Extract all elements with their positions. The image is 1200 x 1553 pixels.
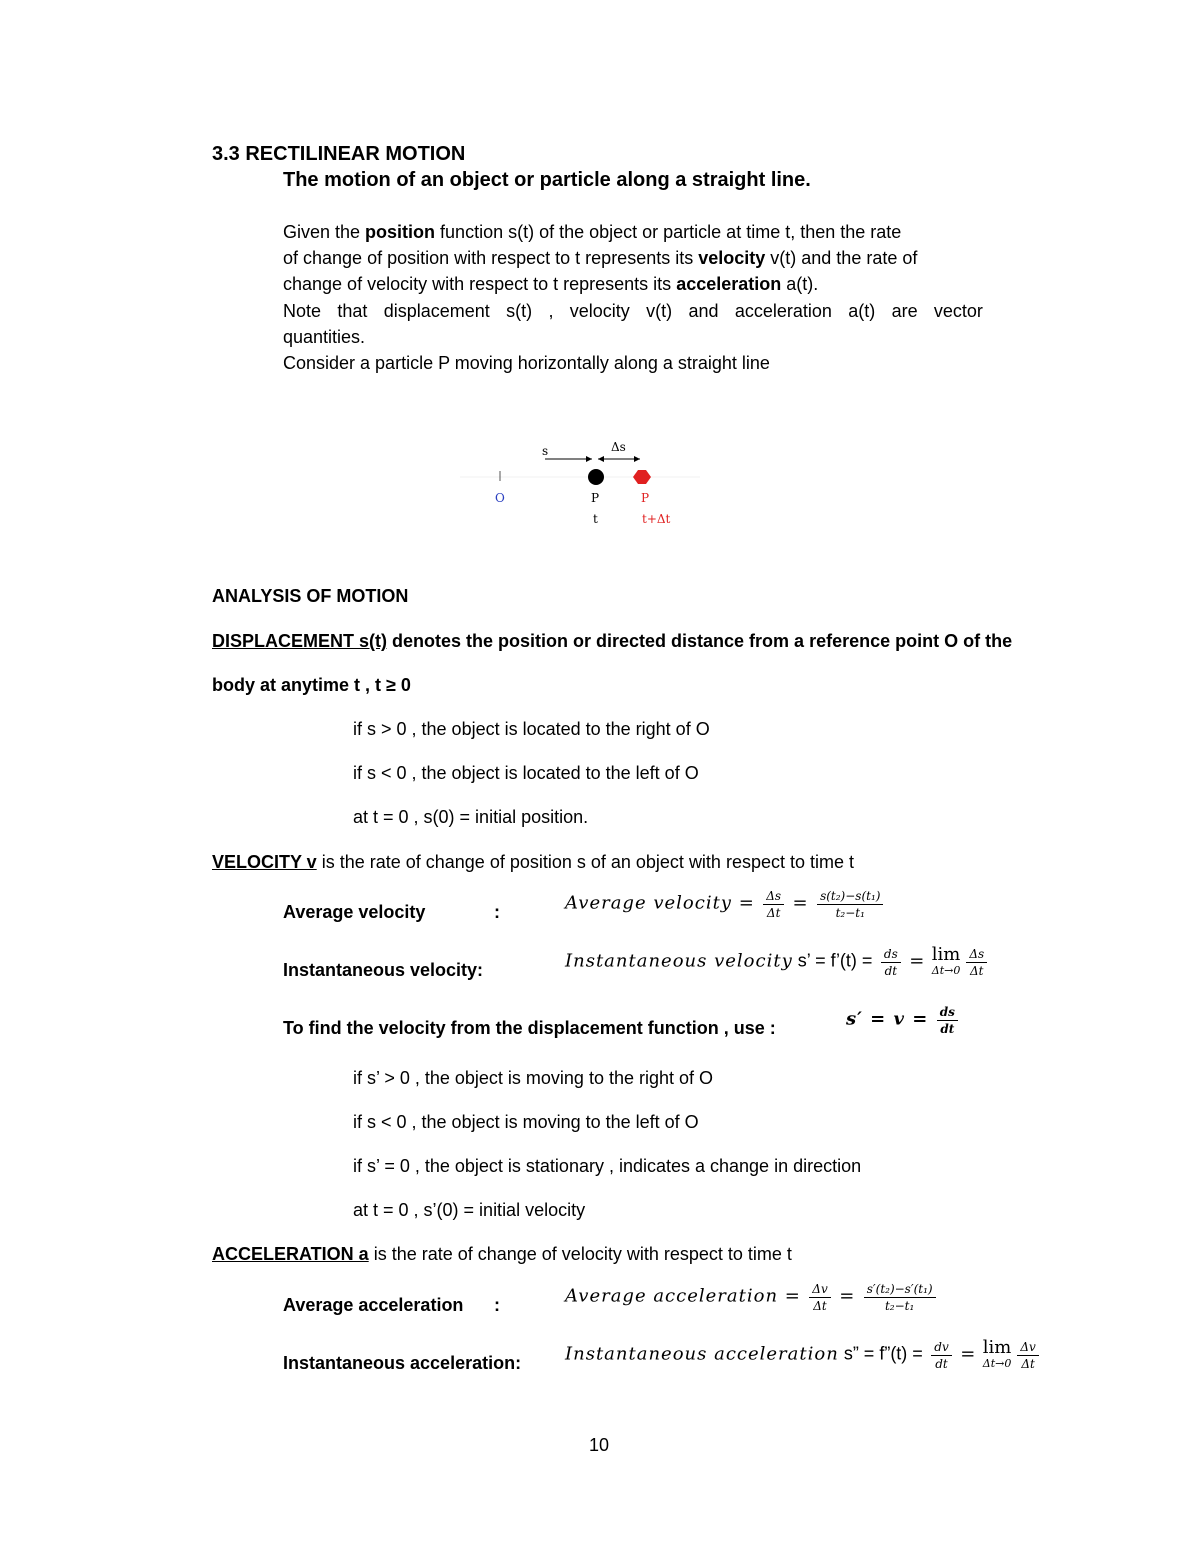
inst-acceleration-expr: Instantaneous acceleration [565,1343,839,1365]
section-subtitle: The motion of an object or particle along a straight line. [283,169,811,191]
fraction-ds-dt [937,1004,958,1037]
equals-sign: = [839,1285,856,1307]
note-word: , [548,301,554,321]
note-word: that [337,301,368,321]
displacement-term: DISPLACEMENT s(t) [212,631,387,651]
fraction-delta-v-delta-t [1017,1339,1038,1372]
inst-acceleration-derivative: s” = f”(t) = [838,1343,923,1364]
note-word: Note [283,301,322,321]
velocity-term: VELOCITY v [212,852,317,872]
limit [931,943,961,979]
displacement-line-1 [212,628,1012,654]
fraction-dv-dt [931,1339,951,1372]
fraction-numerator: Δv [809,1281,830,1298]
fraction-difference [817,888,883,921]
note-line-2: quantities. [283,327,366,347]
intro-bold-position: position [365,222,436,242]
intro-bold-acceleration: acceleration [676,274,782,294]
avg-acceleration-colon: : [494,1295,500,1315]
fraction-denominator: dt [935,1357,948,1371]
equals-sign: = [792,892,809,914]
intro-bold-velocity: velocity [698,248,766,268]
page-number: 10 [589,1435,610,1455]
note-word: vector [933,301,983,321]
displacement-item: if s > 0 , the object is located to the right of O [353,719,710,739]
avg-velocity-formula [565,888,887,921]
intro-text: of change of position with respect to t represents its [283,248,699,268]
velocity-item: if s’ > 0 , the object is moving to the right of O [353,1068,714,1088]
find-velocity-expr: s′ = v = [846,1008,929,1030]
avg-velocity-label: Average velocity [283,902,426,922]
inst-acceleration-formula [565,1336,1043,1372]
limit-subscript: Δt→0 [982,1356,1012,1370]
fraction-denominator: t₂−t₁ [835,906,865,920]
avg-acceleration-formula [565,1281,940,1314]
displacement-line-2: body at anytime t , t ≥ 0 [212,675,411,695]
acceleration-line [212,1241,792,1267]
fraction-denominator: t₂−t₁ [884,1299,915,1313]
intro-text: v(t) and the rate of [765,248,918,268]
intro-line-2 [283,245,917,271]
origin-label: O [495,491,505,505]
fraction-numerator: Δv [1017,1339,1038,1356]
note-word: a(t) [848,301,876,321]
fraction-difference [864,1281,936,1314]
velocity-item: if s < 0 , the object is moving to the left of O [353,1112,699,1132]
fraction-denominator: Δt [813,1299,827,1313]
intro-text: Given the [283,222,366,242]
section-title: 3.3 RECTILINEAR MOTION [212,143,466,165]
acceleration-definition: is the rate of change of velocity with respect to time t [368,1244,792,1264]
intro-line-3 [283,271,818,297]
displacement-definition: denotes the position or directed distance from a reference point O of the [387,631,1013,651]
fraction-numerator: s′(t₂)−s′(t₁) [864,1281,936,1298]
inst-acceleration-label: Instantaneous acceleration: [283,1353,522,1373]
limit-word: lim [931,943,961,965]
note-word: s(t) [506,301,533,321]
avg-velocity-colon: : [494,902,500,922]
avg-acceleration-expr: Average acceleration = [565,1285,801,1307]
note-word: are [891,301,918,321]
fraction-numerator: s(t₂)−s(t₁) [817,888,883,905]
fraction-denominator: dt [940,1022,955,1036]
velocity-item: if s’ = 0 , the object is stationary , indicates a change in direction [353,1156,862,1176]
note-line [283,298,983,324]
inst-velocity-label: Instantaneous velocity: [283,960,484,980]
fraction-denominator: Δt [970,964,984,978]
avg-velocity-expr: Average velocity = [565,892,755,914]
p1-label: P [591,491,600,505]
fraction-ds-dt [763,888,784,921]
analysis-heading: ANALYSIS OF MOTION [212,586,409,606]
equals-sign: = [960,1343,977,1365]
note-word: displacement [383,301,490,321]
velocity-definition: is the rate of change of position s of an object with respect to time t [316,852,854,872]
particle-p-black [588,469,604,485]
particle-p-red [633,470,651,484]
velocity-line [212,849,854,875]
fraction-numerator: ds [881,946,901,963]
fraction-numerator: ds [937,1004,958,1021]
note-word: velocity [569,301,630,321]
inst-velocity-formula [565,943,991,979]
acceleration-term: ACCELERATION a [212,1244,369,1264]
fraction-numerator: dv [931,1339,951,1356]
note-word: acceleration [734,301,832,321]
fraction-denominator: Δt [1021,1357,1035,1371]
displacement-item: at t = 0 , s(0) = initial position. [353,807,589,827]
p2-label: P [641,491,650,505]
intro-text: function s(t) of the object or particle at time t, then the rate [435,222,902,242]
equals-sign: = [909,950,926,972]
velocity-item: at t = 0 , s’(0) = initial velocity [353,1200,586,1220]
consider-line: Consider a particle P moving horizontally along a straight line [283,353,770,373]
find-velocity-label: To find the velocity from the displacement function , use : [283,1018,776,1038]
fraction-numerator: Δs [966,946,987,963]
s-label: s [542,444,549,458]
ds-arrowhead-right [634,456,640,462]
t1-label: t [593,512,598,526]
s-arrowhead [586,456,592,462]
ds-arrowhead-left [598,456,604,462]
limit [982,1336,1012,1372]
particle-diagram [450,435,720,535]
note-word: and [688,301,719,321]
intro-text: a(t). [781,274,819,294]
intro-text: change of velocity with respect to t represents its [283,274,677,294]
limit-subscript: Δt→0 [931,963,961,977]
intro-line-1 [283,219,901,245]
displacement-item: if s < 0 , the object is located to the left of O [353,763,699,783]
limit-word: lim [982,1336,1012,1358]
fraction-denominator: dt [884,964,898,978]
t2-label: t+Δt [642,512,671,526]
avg-acceleration-label: Average acceleration [283,1295,464,1315]
ds-label: Δs [611,440,626,454]
inst-velocity-derivative: s’ = f’(t) = [792,950,873,971]
find-velocity-formula [846,1004,962,1037]
inst-velocity-expr: Instantaneous velocity [565,950,793,972]
fraction-ds-dt [881,946,901,979]
fraction-numerator: Δs [763,888,784,905]
fraction-delta-s-delta-t [966,946,987,979]
fraction-denominator: Δt [766,906,781,920]
fraction-dv-dt [809,1281,830,1314]
note-word: v(t) [646,301,673,321]
